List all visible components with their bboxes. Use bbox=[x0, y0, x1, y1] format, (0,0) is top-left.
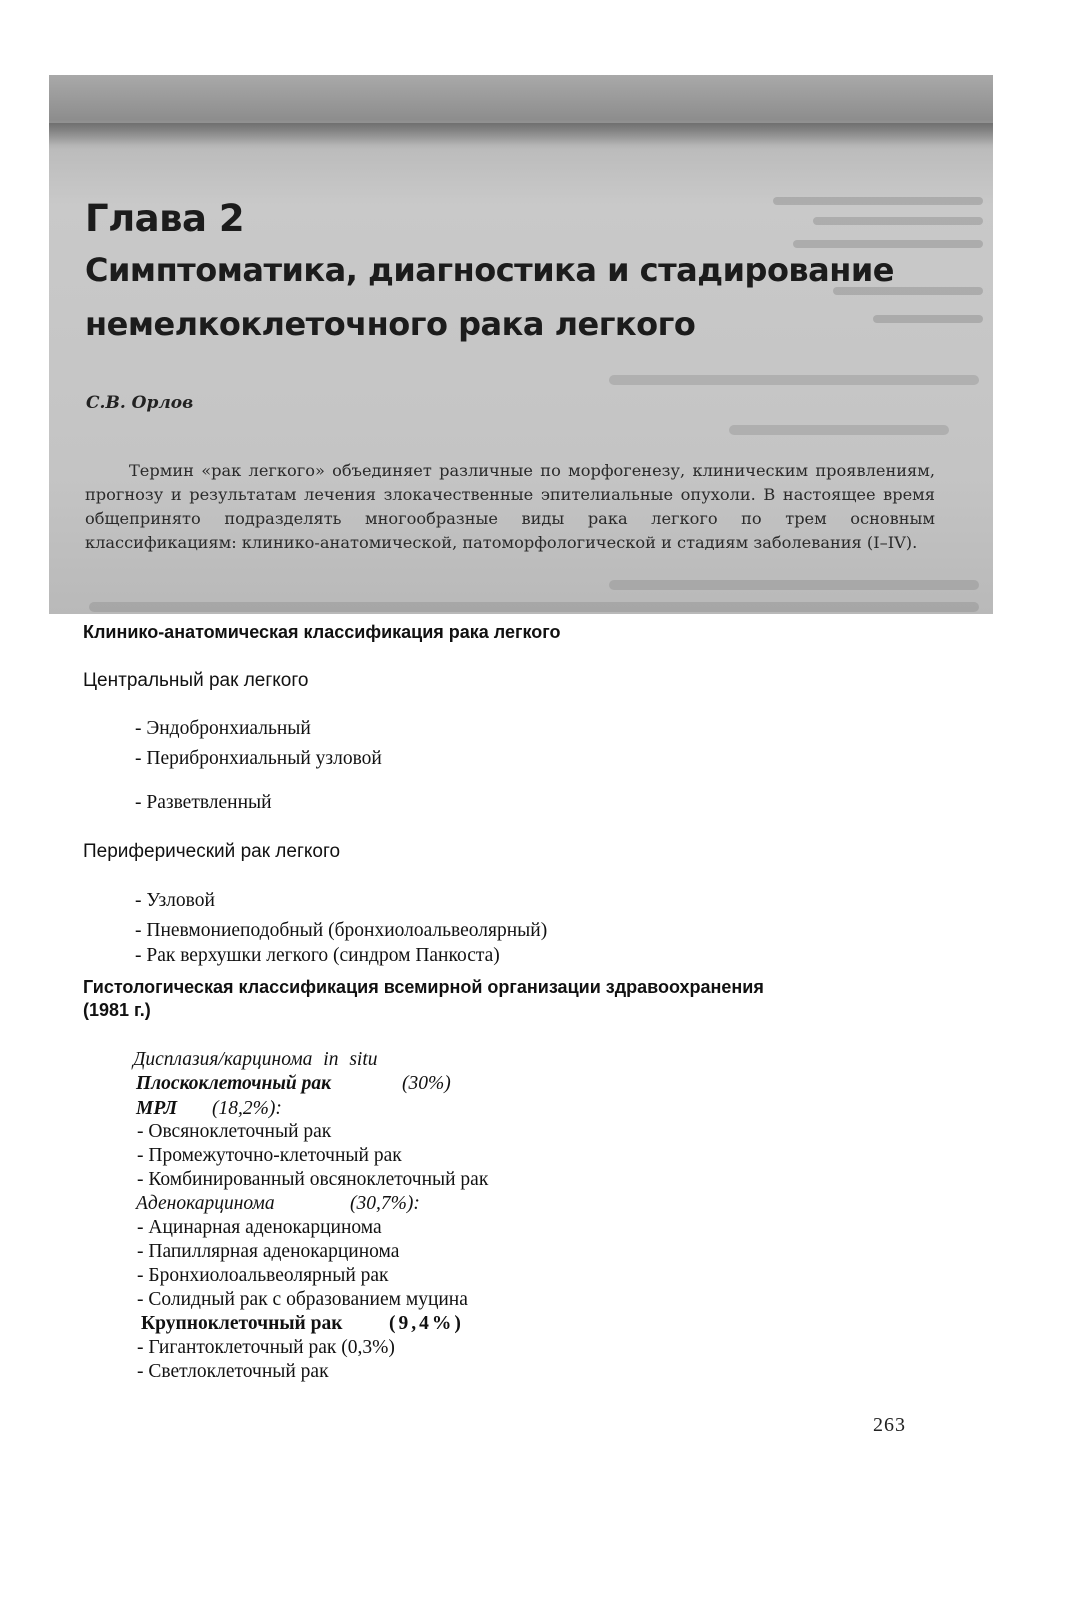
page-fold-shadow bbox=[49, 123, 993, 145]
page-number: 263 bbox=[873, 1414, 906, 1436]
bleed-through-text bbox=[773, 197, 983, 205]
bleed-through-text bbox=[729, 425, 949, 435]
large-cell-percent: (9,4%) bbox=[389, 1313, 464, 1334]
list-item: - Овсяноклеточный рак bbox=[137, 1121, 332, 1142]
bleed-through-text bbox=[609, 375, 979, 385]
list-item: - Промежуточно-клеточный рак bbox=[137, 1145, 402, 1166]
list-item: - Ацинарная аденокарцинома bbox=[137, 1217, 382, 1238]
chapter-label: Глава 2 bbox=[85, 197, 245, 240]
list-item: - Комбинированный овсяноклеточный рак bbox=[137, 1169, 489, 1190]
bleed-through-text bbox=[873, 315, 983, 323]
bleed-through-text bbox=[793, 240, 983, 248]
list-item: - Перибронхиальный узловой bbox=[135, 748, 382, 769]
bleed-through-text bbox=[813, 217, 983, 225]
list-item: - Бронхиолоальвеолярный рак bbox=[137, 1265, 389, 1286]
bleed-through-text bbox=[89, 602, 979, 612]
histology-heading-line1: Гистологическая классификация всемирной организации здравоохранения bbox=[83, 977, 764, 997]
list-item: - Светлоклеточный рак bbox=[137, 1361, 329, 1382]
squamous-percent: (30%) bbox=[402, 1073, 451, 1094]
histology-heading-line2: (1981 г.) bbox=[83, 1000, 151, 1020]
chapter-title-line1: Симптоматика, диагностика и стадирование bbox=[85, 251, 894, 289]
list-item: - Разветвленный bbox=[135, 792, 272, 813]
bleed-through-text bbox=[609, 580, 979, 590]
central-cancer-label: Центральный рак легкого bbox=[83, 670, 309, 691]
intro-paragraph: Термин «рак легкого» объединяет различные по морфогенезу, клиническим проявлениям, прогнозу и результатам лечения злокачественные эпителиальные опухоли. В настоящее время общепринято подразделять многообразные виды рака легкого по трем основным классификациям: клинико-анатомической, патоморфологической и стадиям заболевания (I–IV). bbox=[85, 461, 935, 552]
clinical-classification-heading: Клинико-анатомическая классификация рака легкого bbox=[83, 622, 561, 642]
list-item: - Гигантоклеточный рак (0,3%) bbox=[137, 1337, 395, 1358]
chapter-title-line2: немелкоклеточного рака легкого bbox=[85, 305, 696, 343]
adeno-percent: (30,7%): bbox=[350, 1193, 420, 1214]
list-item: - Узловой bbox=[135, 890, 215, 911]
sclc-label: МРЛ bbox=[136, 1098, 178, 1119]
list-item: - Рак верхушки легкого (синдром Панкоста) bbox=[135, 945, 500, 966]
sclc-percent: (18,2%): bbox=[212, 1098, 282, 1119]
squamous-label: Плоскоклеточный рак bbox=[136, 1073, 331, 1094]
adeno-label: Аденокарцинома bbox=[136, 1193, 275, 1214]
list-item: - Солидный рак с образованием муцина bbox=[137, 1289, 468, 1310]
dysplasia-item: Дисплазия/карцинома in situ bbox=[133, 1049, 378, 1070]
author-name: С.В. Орлов bbox=[86, 393, 194, 413]
list-item: - Папиллярная аденокарцинома bbox=[137, 1241, 400, 1262]
large-cell-label: Крупноклеточный рак bbox=[141, 1313, 343, 1334]
peripheral-cancer-label: Периферический рак легкого bbox=[83, 841, 341, 862]
list-item: - Пневмониеподобный (бронхиолоальвеолярный) bbox=[135, 920, 548, 941]
list-item: - Эндобронхиальный bbox=[135, 718, 311, 739]
scanned-page-photo bbox=[49, 75, 993, 614]
